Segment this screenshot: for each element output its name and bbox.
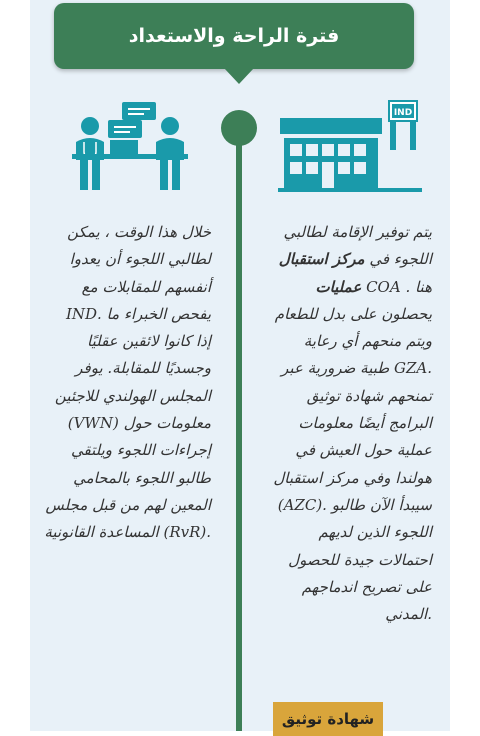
left-line: المعين لهم من قبل مجلس [45,495,211,514]
right-line: .المدني [385,605,432,624]
right-line: على تصريح اندماجهم [301,577,432,596]
left-line: إجراءات اللجوء ويلتقي [71,441,211,460]
right-rest-lines [273,301,432,629]
ind-sign-text: IND [393,108,413,118]
right-line-3-b: . COA [361,277,415,296]
right-line-2 [273,246,432,273]
right-line: .GZA طبية ضرورية عبر [281,359,432,378]
right-line: سيبدأ الآن طالبو .(AZC) [277,495,432,514]
timeline-line [236,124,242,731]
right-line: عملية حول العيش في [295,441,432,460]
left-line: .(RvR) المساعدة القانونية [44,523,211,542]
right-line: تمنحهم شهادة توثيق [306,386,432,405]
right-line: البرامج أيضًا معلومات [298,414,432,433]
operations-term: عمليات [315,277,362,296]
left-line: لطالبي اللجوء أن يعدوا [69,250,211,269]
header-pointer [224,68,254,84]
reception-center-term: مركز استقبال [278,250,365,269]
interview-meeting-icon [70,98,190,194]
left-line: وجسديًا للمقابلة. يوفر [75,359,211,378]
left-line: معلومات حول (VWN) [67,414,211,433]
right-line: يحصلون على بدل للطعام [274,304,432,323]
right-line-3 [273,274,432,301]
right-description [273,219,432,628]
right-line: هولندا وفي مركز استقبال [273,468,432,487]
right-line: احتمالات جيدة للحصول [288,550,432,569]
right-line-2-a: اللجوء في [364,250,432,269]
right-line-1: يتم توفير الإقامة لطالبي [283,223,432,241]
certificate-tag: شهادة توثيق [273,702,383,736]
left-line: إذا كانوا لائقين عقليًا [87,332,211,351]
right-line-3-a: هنا [414,277,432,296]
right-line: ويتم منحهم أي رعاية [303,332,432,351]
section-header [54,3,414,69]
left-line: يفحص الخبراء ما .IND [65,304,211,323]
section-title: فترة الراحة والاستعداد [128,25,340,47]
left-line: أنفسهم للمقابلات مع [81,277,211,296]
left-line: طالبو اللجوء بالمحامي [73,468,211,487]
timeline-dot [221,110,257,146]
right-line: اللجوء الذين لديهم [318,523,432,542]
left-description [44,219,211,547]
left-line: المجلس الهولندي للاجئين [54,386,211,405]
left-line: خلال هذا الوقت ، يمكن [67,223,211,241]
reception-center-icon [276,98,422,194]
